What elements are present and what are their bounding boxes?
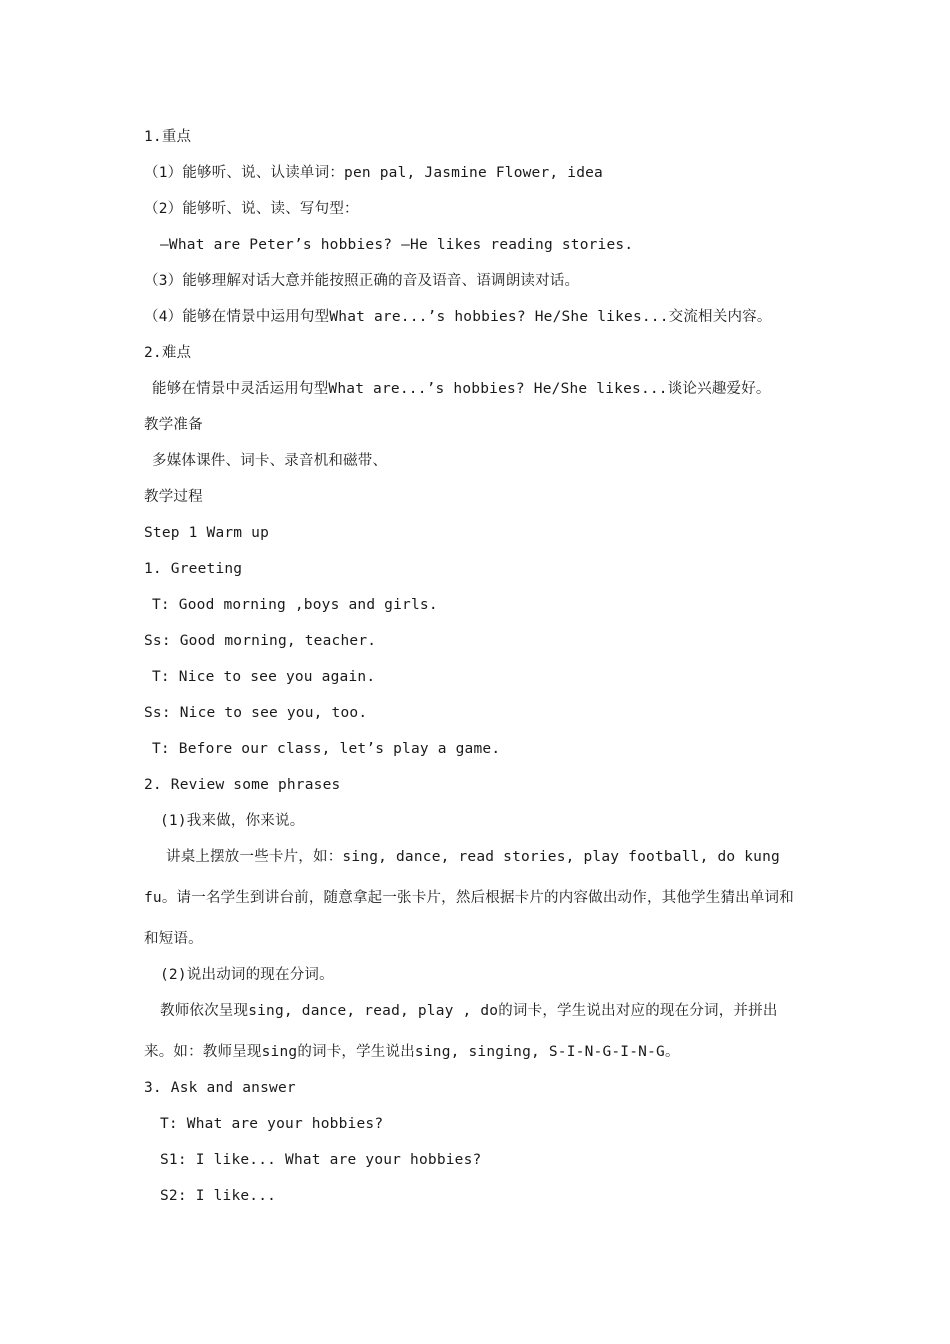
- dialogue-line: T: Before our class, let’s play a game.: [152, 741, 501, 757]
- preparation-text: 多媒体课件、词卡、录音机和磁带、: [152, 453, 388, 469]
- review-heading: 2. Review some phrases: [144, 777, 341, 793]
- step-1-heading: Step 1 Warm up: [144, 525, 270, 541]
- review-item-2-text: 教师依次呈现sing, dance, read, play , do的词卡，学生说出对应的现在分词，并拼出来。如：教师呈现sing的词卡，学生说出sing, singing, S-I-N-G-I-N-G。: [144, 1003, 778, 1060]
- review-item-1-heading: (1)我来做，你来说。: [160, 813, 305, 829]
- key-point-1: （1）能够听、说、认读单词：pen pal, Jasmine Flower, idea: [144, 165, 603, 181]
- heading-key-points: 1.重点: [144, 129, 192, 145]
- dialogue-line: T: What are your hobbies?: [160, 1116, 384, 1132]
- heading-difficult-points: 2.难点: [144, 345, 192, 361]
- key-point-3: （3）能够理解对话大意并能按照正确的音及语音、语调朗读对话。: [144, 273, 580, 289]
- difficult-point-text: 能够在情景中灵活运用句型What are...’s hobbies? He/She likes...谈论兴趣爱好。: [152, 381, 771, 397]
- heading-preparation: 教学准备: [144, 417, 203, 433]
- dialogue-line: Ss: Good morning, teacher.: [144, 633, 377, 649]
- dialogue-line: T: Good morning ,boys and girls.: [152, 597, 438, 613]
- dialogue-line: S1: I like... What are your hobbies?: [160, 1152, 482, 1168]
- review-item-1-text: 讲桌上摆放一些卡片，如：sing, dance, read stories, play football, do kung fu。请一名学生到讲台前，随意拿起一张卡片，然后根据卡片的内容做出动作，其他学生猜出单词和和短语。: [144, 849, 794, 947]
- greeting-heading: 1. Greeting: [144, 561, 243, 577]
- ask-answer-heading: 3. Ask and answer: [144, 1080, 296, 1096]
- dialogue-line: Ss: Nice to see you, too.: [144, 705, 368, 721]
- dialogue-line: S2: I like...: [160, 1188, 277, 1204]
- key-point-2-sentence: —What are Peter’s hobbies? —He likes reading stories.: [160, 237, 634, 253]
- review-item-2-heading: (2)说出动词的现在分词。: [160, 967, 334, 983]
- dialogue-line: T: Nice to see you again.: [152, 669, 376, 685]
- heading-process: 教学过程: [144, 489, 203, 505]
- key-point-2: （2）能够听、说、读、写句型：: [144, 201, 359, 217]
- key-point-4: （4）能够在情景中运用句型What are...’s hobbies? He/She likes...交流相关内容。: [144, 309, 772, 325]
